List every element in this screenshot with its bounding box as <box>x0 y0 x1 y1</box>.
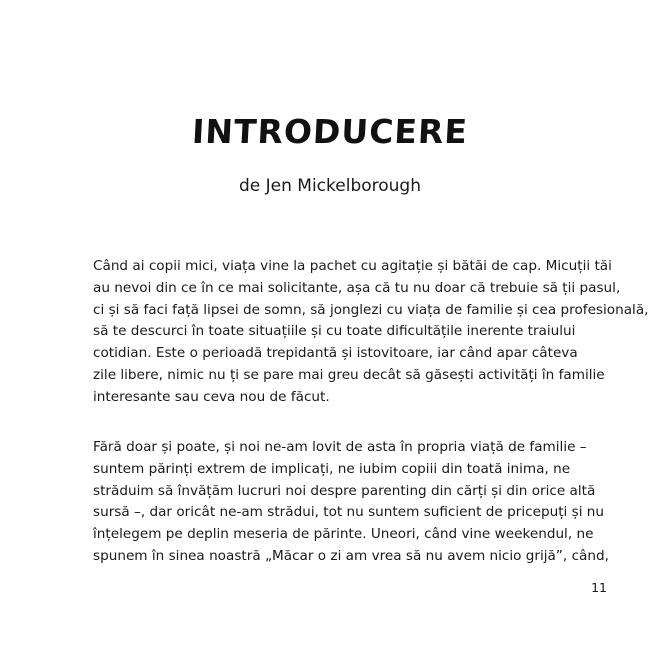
chapter-title: INTRODUCERE <box>191 112 469 151</box>
text-line: cotidian. Este o perioadă trepidantă și istovitoare, iar când apar câteva <box>93 345 578 362</box>
text-line: străduim să învățăm lucruri noi despre parenting din cărți și din orice altă <box>93 482 596 499</box>
text-line: înțelegem pe deplin meseria de părinte. Uneori, când vine weekendul, ne <box>93 526 594 543</box>
text-line: Când ai copii mici, viața vine la pachet cu agitație și bătăi de cap. Micuții tăi <box>93 258 612 274</box>
text-line: Fără doar și poate, și noi ne-am lovit de asta în propria viață de familie – <box>93 439 587 455</box>
text-line: spunem în sinea noastră „Măcar o zi am vrea să nu avem nicio grijă”, când, <box>93 547 609 564</box>
text-line: interesante sau ceva nou de făcut. <box>93 388 330 405</box>
text-line: zile libere, nimic nu ți se pare mai greu decât să găsești activități în familie <box>93 366 605 383</box>
chapter-byline: de Jen Mickelborough <box>238 176 421 196</box>
text-line: au nevoi din ce în ce mai solicitante, așa că tu nu doar că trebuie să ții pasul, <box>93 279 621 296</box>
text-line: ci și să faci față lipsei de somn, să jonglezi cu viața de familie și cea profesională, <box>93 301 649 318</box>
paragraph-2 <box>93 437 609 568</box>
text-line: să te descurci în toate situațiile și cu toate dificultățile inerente traiului <box>93 323 576 340</box>
text-line: sursă –, dar oricât ne-am strădui, tot nu suntem suficient de pricepuți și nu <box>93 504 605 521</box>
text-line: suntem părinți extrem de implicați, ne iubim copiii din toată inima, ne <box>93 460 571 477</box>
page-number: 11 <box>591 580 607 595</box>
paragraph-1 <box>93 256 649 409</box>
